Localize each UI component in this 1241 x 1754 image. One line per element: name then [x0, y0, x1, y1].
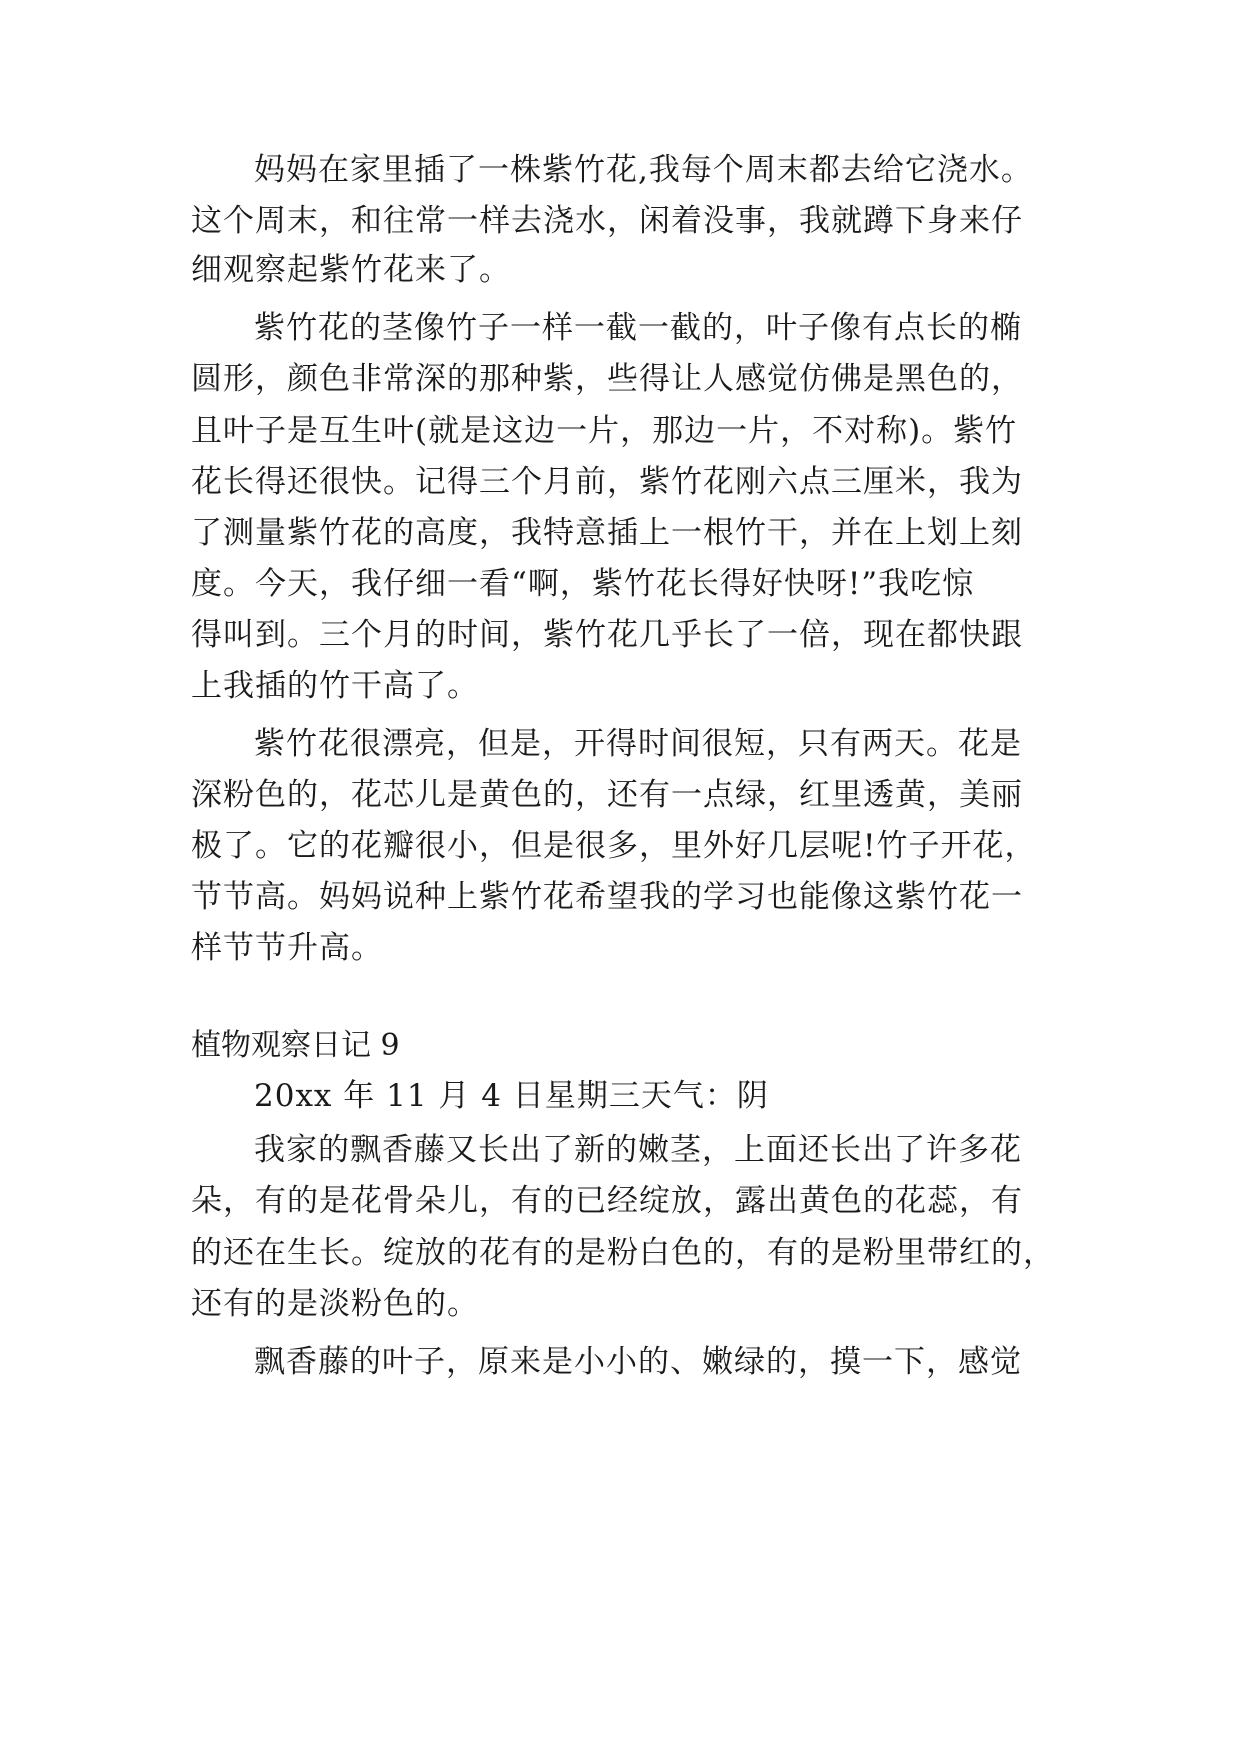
paragraph-line: 这个周末，和往常一样去浇水，闲着没事，我就蹲下身来仔 — [191, 203, 1023, 239]
date-line: 20xx 年 11 月 4 日星期三天气：阴 — [254, 1078, 769, 1114]
paragraph-line: 样节节升高。 — [191, 930, 383, 966]
paragraph-line: 节节高。妈妈说种上紫竹花希望我的学习也能像这紫竹花一 — [191, 879, 1023, 915]
paragraph-line: 的还在生长。绽放的花有的是粉白色的，有的是粉里带红的， — [191, 1235, 1055, 1271]
section-title: 植物观察日记 9 — [191, 1028, 400, 1063]
paragraph-line: 我家的飘香藤又长出了新的嫩茎，上面还长出了许多花 — [254, 1132, 1022, 1168]
paragraph-line: 圆形，颜色非常深的那种紫，些得让人感觉仿佛是黑色的， — [191, 361, 1023, 397]
paragraph-line: 还有的是淡粉色的。 — [191, 1286, 479, 1322]
paragraph-line: 紫竹花很漂亮，但是，开得时间很短，只有两天。花是 — [254, 726, 1022, 762]
paragraph-line: 飘香藤的叶子，原来是小小的、嫩绿的，摸一下，感觉 — [254, 1344, 1022, 1380]
paragraph-line: 得叫到。三个月的时间，紫竹花几乎长了一倍，现在都快跟 — [191, 617, 1023, 653]
paragraph-line: 度。今天，我仔细一看“啊，紫竹花长得好快呀!”我吃惊 — [191, 566, 975, 602]
paragraph-line: 且叶子是互生叶(就是这边一片，那边一片，不对称)。紫竹 — [191, 413, 1018, 449]
paragraph-line: 细观察起紫竹花来了。 — [191, 252, 511, 288]
paragraph-line: 花长得还很快。记得三个月前，紫竹花刚六点三厘米，我为 — [191, 464, 1023, 500]
paragraph-line: 朵，有的是花骨朵儿，有的已经绽放，露出黄色的花蕊，有 — [191, 1183, 1023, 1219]
paragraph-line: 了测量紫竹花的高度，我特意插上一根竹干，并在上划上刻 — [191, 515, 1023, 551]
paragraph-line: 紫竹花的茎像竹子一样一截一截的，叶子像有点长的椭 — [254, 310, 1022, 346]
paragraph-line: 妈妈在家里插了一株紫竹花,我每个周末都去给它浇水。 — [254, 152, 1033, 188]
paragraph-line: 上我插的竹干高了。 — [191, 668, 479, 704]
paragraph-line: 深粉色的，花芯儿是黄色的，还有一点绿，红里透黄，美丽 — [191, 777, 1023, 813]
paragraph-line: 极了。它的花瓣很小，但是很多，里外好几层呢!竹子开花， — [191, 828, 1037, 864]
